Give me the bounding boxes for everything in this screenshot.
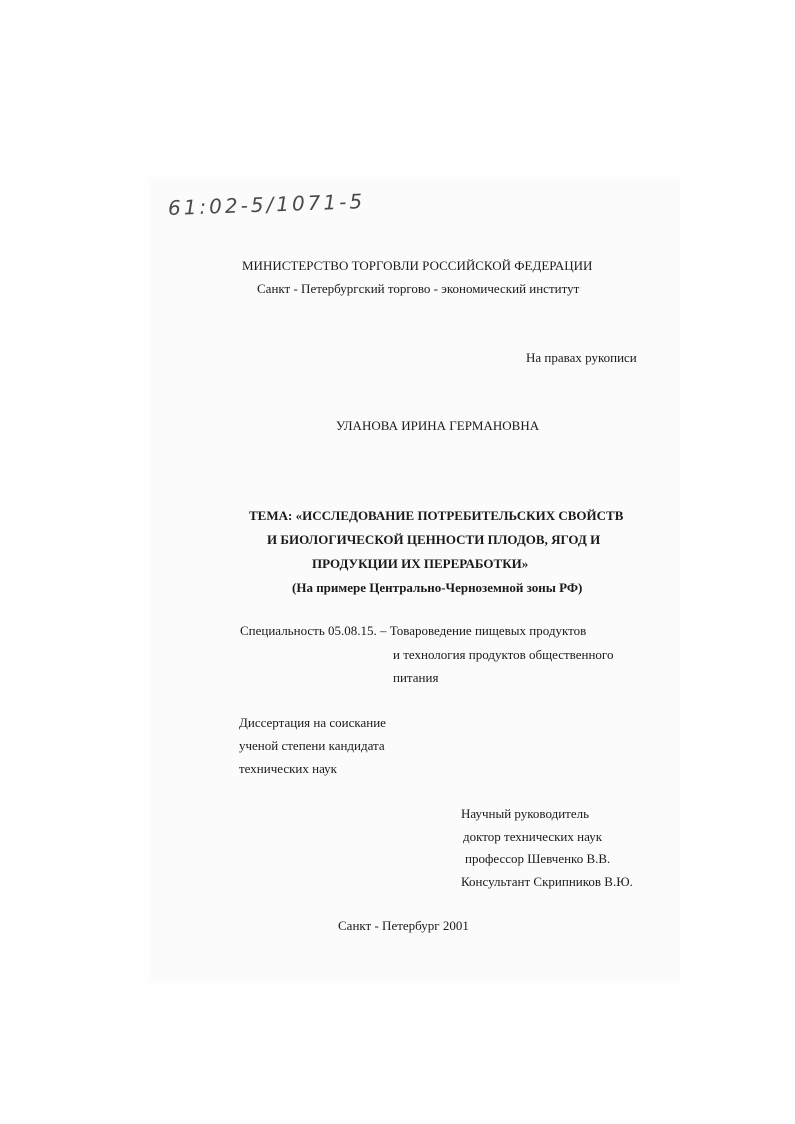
- consultant-name: Консультант Скрипников В.Ю.: [461, 874, 633, 889]
- specialty-line-1: Специальность 05.08.15. – Товароведение пищевых продуктов: [240, 623, 587, 638]
- supervisor-name: профессор Шевченко В.В.: [465, 851, 611, 866]
- supervisor-title: Научный руководитель: [461, 806, 590, 821]
- dissertation-line-3: технических наук: [239, 761, 338, 776]
- topic-line-1: ТЕМА: «ИССЛЕДОВАНИЕ ПОТРЕБИТЕЛЬСКИХ СВОЙСТВ: [249, 508, 624, 523]
- dissertation-line-2: ученой степени кандидата: [239, 738, 385, 753]
- place-and-year: Санкт - Петербург 2001: [338, 918, 469, 933]
- topic-line-2: И БИОЛОГИЧЕСКОЙ ЦЕННОСТИ ПЛОДОВ, ЯГОД И: [267, 532, 601, 547]
- archive-handwritten-mark: 61:02-5/1071-5: [167, 189, 366, 220]
- dissertation-line-1: Диссертация на соискание: [239, 715, 386, 730]
- specialty-line-2: и технология продуктов общественного: [393, 647, 614, 662]
- ministry-heading: МИНИСТЕРСТВО ТОРГОВЛИ РОССИЙСКОЙ ФЕДЕРАЦИИ: [242, 258, 593, 273]
- supervisor-degree: доктор технических наук: [463, 829, 603, 844]
- topic-subtitle: (На примере Центрально-Черноземной зоны РФ): [292, 580, 583, 595]
- manuscript-note: На правах рукописи: [526, 350, 637, 365]
- topic-line-3: ПРОДУКЦИИ ИХ ПЕРЕРАБОТКИ»: [312, 556, 529, 571]
- specialty-line-3: питания: [393, 670, 439, 685]
- author-name: УЛАНОВА ИРИНА ГЕРМАНОВНА: [336, 418, 540, 433]
- institute-name: Санкт - Петербургский торгово - экономический институт: [257, 281, 580, 296]
